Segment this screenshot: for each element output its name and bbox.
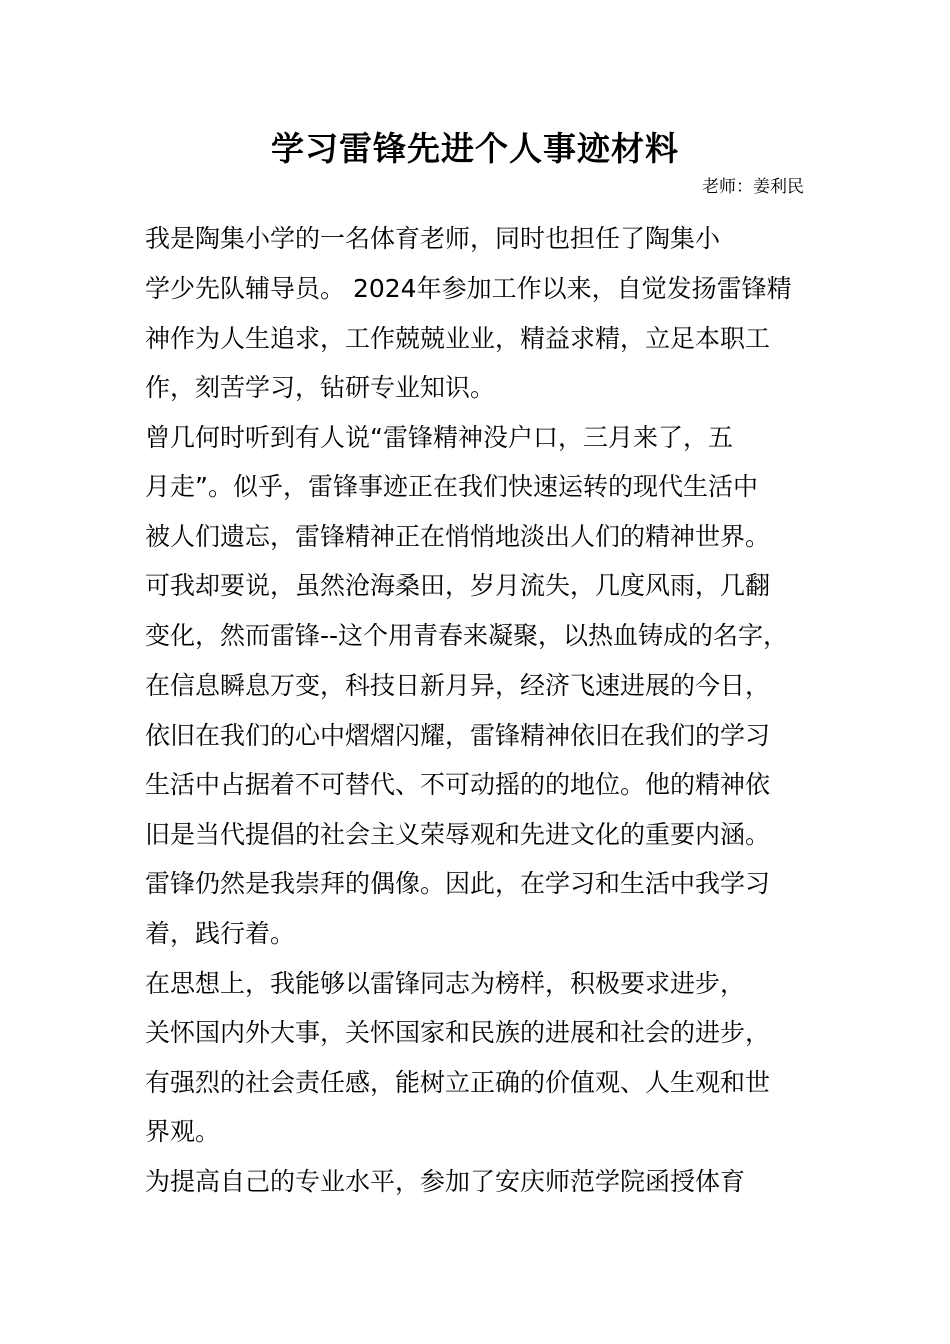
text-line-17: 关怀国内外大事，关怀国家和民族的进展和社会的进步， [145, 1018, 771, 1047]
document-title: 学习雷锋先进个人事迹材料 [271, 129, 679, 168]
text-line-8: 可我却要说，虽然沧海桑田，岁月流失，几度风雨，几翻 [145, 571, 771, 600]
text-line-4: 作，刻苦学习，钻研专业知识。 [145, 373, 496, 402]
text-line-16: 在思想上，我能够以雷锋同志为榜样，积极要求进步， [145, 969, 746, 998]
text-line-11: 依旧在我们的心中熠熠闪耀，雷锋精神依旧在我们的学习 [145, 721, 771, 750]
text-line-18: 有强烈的社会责任感，能树立正确的价值观、人生观和世 [145, 1068, 771, 1097]
text-line-7: 被人们遗忘，雷锋精神正在悄悄地淡出人们的精神世界。 [145, 522, 771, 551]
text-line-6: 月走”。似乎，雷锋事迹正在我们快速运转的现代生活中 [145, 472, 758, 501]
text-line-12: 生活中占据着不可替代、不可动摇的的地位。他的精神依 [145, 770, 771, 799]
text-line-5: 曾几何时听到有人说“雷锋精神没户口，三月来了，五 [145, 423, 733, 452]
text-line-1: 我是陶集小学的一名体育老师，同时也担任了陶集小 [145, 224, 721, 253]
document-author: 老师：姜利民 [702, 177, 804, 197]
text-line-19: 界观。 [145, 1117, 221, 1146]
text-line-15: 着，践行着。 [145, 919, 296, 948]
text-line-14: 雷锋仍然是我崇拜的偶像。因此，在学习和生活中我学习 [145, 869, 771, 898]
text-line-10: 在信息瞬息万变，科技日新月异，经济飞速进展的今日， [145, 671, 771, 700]
text-line-3: 神作为人生追求，工作兢兢业业，精益求精，立足本职工 [145, 324, 771, 353]
text-line-20: 为提高自己的专业水平，参加了安庆师范学院函授体育 [145, 1167, 746, 1196]
text-line-13: 旧是当代提倡的社会主义荣辱观和先进文化的重要内涵。 [145, 820, 771, 849]
text-line-9: 变化，然而雷锋--这个用青春来凝聚，以热血铸成的名字， [145, 621, 789, 650]
text-line-2: 学少先队辅导员。 2024年参加工作以来，自觉发扬雷锋精 [145, 274, 792, 303]
